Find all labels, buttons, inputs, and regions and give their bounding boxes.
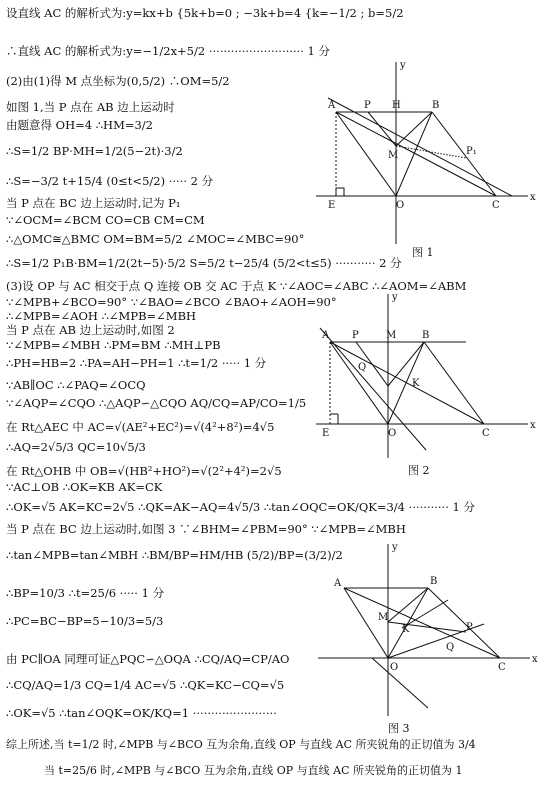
text-line: 当 P 点在 AB 边上运动时,如图 2	[6, 323, 175, 337]
text-line: ∴S=1/2 BP·MH=1/2(5−2t)·3/2	[6, 144, 183, 158]
fig3-label: P	[466, 622, 473, 633]
fig2-label: P	[352, 330, 359, 341]
fig3-label: C	[498, 662, 506, 673]
fig3-label: A	[334, 578, 342, 589]
fig2-label: Q	[358, 362, 367, 373]
fig2-label: A	[322, 330, 330, 341]
figure-1-caption: 图 1	[412, 246, 434, 259]
fig1-label: H	[392, 100, 401, 111]
text-line: ∴PH=HB=2 ∴PA=AH−PH=1 ∴t=1/2 ····· 1 分	[6, 356, 267, 370]
text-line: 当 t=25/6 时,∠MPB 与∠BCO 互为余角,直线 OP 与直线 AC 所夹锐角的正切值为 1	[44, 764, 463, 777]
fig3-label: B	[430, 576, 438, 587]
fig3-label: M	[378, 612, 389, 623]
fig1-label: B	[432, 100, 440, 111]
text-line: (3)设 OP 与 AC 相交于点 Q 连接 OB 交 AC 于点 K ∵∠AOC=∠ABC ∴∠AOM=∠ABM	[6, 279, 467, 293]
fig2-label: B	[422, 330, 430, 341]
fig1-label: x	[530, 192, 536, 203]
fig2-label: x	[530, 420, 536, 431]
fig3-label: K	[402, 624, 410, 635]
line-ac	[330, 342, 484, 424]
text-line: ∴BP=10/3 ∴t=25/6 ····· 1 分	[6, 586, 165, 600]
text-line: ∵∠MPB+∠BCO=90° ∵∠BAO=∠BCO ∠BAO+∠AOH=90°	[6, 295, 337, 309]
text-line: ∴AQ=2√5/3 QC=10√5/3	[6, 440, 146, 454]
fig2-label: K	[412, 378, 420, 389]
text-line: ∴S=1/2 P₁B·BM=1/2(2t−5)·5/2 S=5/2 t−25/4 (5/2<t≤5) ··········· 2 分	[6, 256, 402, 270]
text-line: 在 Rt△OHB 中 OB=√(HB²+HO²)=√(2²+4²)=2√5	[6, 464, 282, 478]
fig1-label: O	[396, 200, 405, 211]
fig1-label: M	[388, 150, 399, 161]
fig1-label: P	[364, 100, 371, 111]
text-line: 当 P 点在 BC 边上运动时,如图 3 ∵∠BHM=∠PBM=90° ∵∠MPB=∠MBH	[6, 522, 406, 536]
fig2-label: y	[392, 292, 398, 303]
text-line: 如图 1,当 P 点在 AB 边上运动时	[6, 100, 175, 114]
figure-2	[316, 290, 548, 460]
text-line: ∴PC=BC−BP=5−10/3=5/3	[6, 614, 164, 628]
fig2-label: O	[388, 428, 397, 439]
fig3-label: x	[532, 654, 538, 665]
fig3-label: Q	[446, 642, 455, 653]
text-line: ∵∠OCM=∠BCM CO=CB CM=CM	[6, 213, 205, 227]
text-line: ∵AB∥OC ∴∠PAQ=∠OCQ	[6, 378, 146, 392]
text-line: 由题意得 OH=4 ∴HM=3/2	[6, 118, 153, 132]
text-line: 由 PC∥OA 同理可证△PQC∽△OQA ∴CQ/AQ=CP/AO	[6, 652, 290, 666]
figure-3-caption: 图 3	[388, 722, 410, 735]
text-line: ∴S=−3/2 t+15/4 (0≤t<5/2) ····· 2 分	[6, 174, 214, 188]
fig2-label: M	[386, 330, 397, 341]
fig3-label: O	[390, 662, 399, 673]
segment-bc	[428, 588, 500, 658]
fig3-label: y	[392, 542, 398, 553]
segment-bc	[424, 342, 484, 424]
fig1-label: A	[328, 100, 336, 111]
fig1-label: y	[400, 60, 406, 71]
fig1-label: E	[328, 200, 336, 211]
text-line: ∵∠AQP=∠CQO ∴△AQP∽△CQO AQ/CQ=AP/CO=1/5	[6, 396, 307, 410]
text-line: 综上所述,当 t=1/2 时,∠MPB 与∠BCO 互为余角,直线 OP 与直线 AC 所夹锐角的正切值为 3/4	[6, 738, 476, 751]
figure-3	[318, 540, 548, 718]
figure-1	[316, 58, 548, 244]
text-line: ∴OK=√5 ∴tan∠OQK=OK/KQ=1 ·······················	[6, 706, 277, 720]
figure-2-caption: 图 2	[408, 464, 430, 477]
text-line: ∵∠MPB=∠MBH ∴PM=BM ∴MH⊥PB	[6, 338, 221, 352]
fig2-label: E	[322, 428, 330, 439]
fig2-label: C	[482, 428, 490, 439]
fig1-label: C	[492, 200, 500, 211]
text-line: ∴直线 AC 的解析式为:y=−1/2x+5/2 ·························· 1 分	[6, 44, 331, 58]
text-line: ∵AC⊥OB ∴OK=KB AK=CK	[6, 480, 163, 494]
text-line: 当 P 点在 BC 边上运动时,记为 P₁	[6, 196, 181, 210]
text-line: ∴OK=√5 AK=KC=2√5 ∴QK=AK−AQ=4√5/3 ∴tan∠OQC=OK/QK=3/4 ··········· 1 分	[6, 500, 475, 514]
text-line: ∴CQ/AQ=1/3 CQ=1/4 AC=√5 ∴QK=KC−CQ=√5	[6, 678, 285, 692]
fig1-label: P₁	[466, 146, 477, 157]
text-line: 在 Rt△AEC 中 AC=√(AE²+EC²)=√(4²+8²)=4√5	[6, 420, 275, 434]
text-line: ∴tan∠MPB=tan∠MBH ∴BM/BP=HM/HB (5/2)/BP=(3/2)/2	[6, 548, 343, 562]
text-line: 设直线 AC 的解析式为:y=kx+b {5k+b=0 ; −3k+b=4 {k=−1/2 ; b=5/2	[6, 6, 404, 20]
text-line: (2)由(1)得 M 点坐标为(0,5/2) ∴OM=5/2	[6, 74, 230, 88]
text-line: ∴∠MPB=∠AOH ∴∠MPB=∠MBH	[6, 309, 197, 323]
text-line: ∴△OMC≅△BMC OM=BM=5/2 ∠MOC=∠MBC=90°	[6, 232, 305, 246]
